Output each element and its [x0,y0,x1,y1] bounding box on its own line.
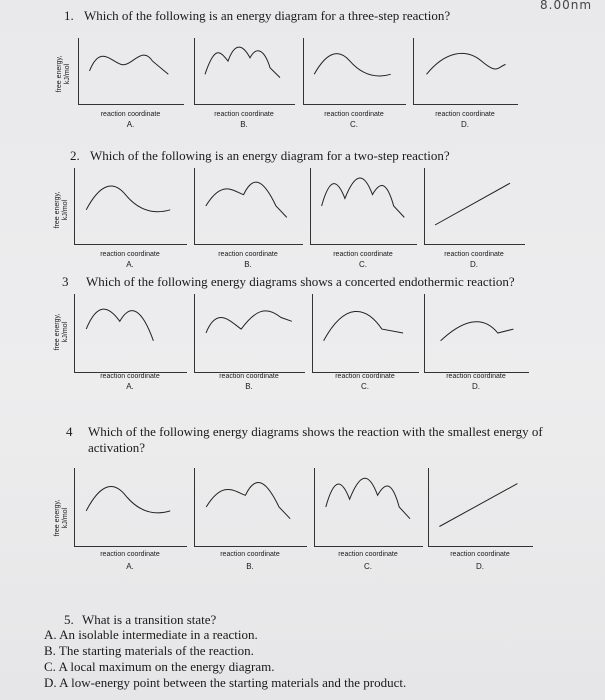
energy-curve-path [206,311,292,333]
x-axis-label: reaction coordinate [450,551,510,558]
question-5-choice-d: D. A low-energy point between the starting materials and the product. [44,675,407,690]
question-5-text: What is a transition state? [82,612,217,627]
x-axis-label: reaction coordinate [100,551,160,558]
x-axis-label: reaction coordinate [338,551,398,558]
x-axis-label: reaction coordinate [335,373,395,380]
y-axis-label: free energy, kJ/mol [56,55,71,93]
energy-diagram-4-b [194,468,307,547]
energy-curve [315,468,423,546]
energy-diagram-4-d [428,468,533,547]
energy-curve [195,468,307,546]
energy-diagram-3-a [74,294,187,373]
question-1-text: Which of the following is an energy diagram for a three-step reaction? [84,8,451,23]
option-letter: B. [240,120,248,129]
energy-curve [75,468,187,546]
energy-diagram-2-d [424,168,525,245]
x-axis-label: reaction coordinate [214,111,274,118]
energy-curve-path [441,322,514,341]
question-5-choice-b: B. The starting materials of the reaction. [44,643,254,658]
y-axis-label: free energy, kJ/mol [54,499,69,537]
energy-curve-path [205,47,280,78]
question-4-text: Which of the following energy diagrams shows the reaction with the smallest energy of activation? [88,424,543,455]
option-letter: B. [244,260,252,269]
question-2-number: 2. [70,148,80,163]
energy-curve [311,168,417,244]
energy-curve [195,294,305,372]
energy-diagram-4-c [314,468,423,547]
energy-diagram-1-c [303,38,406,105]
energy-curve-path [314,54,391,76]
option-letter: D. [470,260,478,269]
x-axis-label: reaction coordinate [100,373,160,380]
energy-curve [425,168,525,244]
question-3-number: 3 [62,274,69,289]
energy-diagram-1-a [78,38,184,105]
energy-curve-path [86,487,170,513]
option-letter: C. [364,562,372,571]
option-letter: B. [245,382,253,391]
energy-curve [414,38,518,104]
energy-curve [79,38,184,104]
option-letter: C. [350,120,358,129]
energy-curve [304,38,406,104]
x-axis-label: reaction coordinate [100,111,161,118]
energy-curve-path [439,484,517,527]
x-axis-label: reaction coordinate [220,551,280,558]
y-axis-label: free energy, kJ/mol [54,191,69,229]
energy-curve-path [435,183,510,225]
question-1-number: 1. [64,8,74,23]
energy-curve-path [90,55,169,74]
energy-curve-path [206,182,287,217]
x-axis-label: reaction coordinate [219,373,279,380]
option-letter: D. [472,382,480,391]
energy-curve-path [326,478,410,518]
x-axis-label: reaction coordinate [435,111,495,118]
handwritten-note: 8.00nm [540,0,593,12]
energy-curve-path [322,178,405,217]
option-letter: D. [476,562,484,571]
option-letter: A. [126,382,134,391]
energy-curve [425,294,529,372]
question-5-choice-c: C. A local maximum on the energy diagram. [44,659,275,674]
x-axis-label: reaction coordinate [444,251,504,258]
question-2-text: Which of the following is an energy diagram for a two-step reaction? [90,148,450,163]
x-axis-label: reaction coordinate [324,111,384,118]
option-letter: A. [126,120,135,129]
energy-curve [75,168,187,244]
x-axis-label: reaction coordinate [446,373,506,380]
energy-curve-path [427,53,506,74]
option-letter: D. [461,120,469,129]
energy-curve [75,294,187,372]
energy-curve [195,168,303,244]
question-5-number: 5. [64,612,74,627]
y-axis-label: free energy, kJ/mol [54,313,69,351]
energy-diagram-3-c [312,294,419,373]
energy-diagram-3-d [424,294,529,373]
option-letter: A. [126,260,134,269]
option-letter: B. [246,562,254,571]
energy-curve-path [86,186,170,212]
x-axis-label: reaction coordinate [333,251,393,258]
energy-diagram-2-a [74,168,187,245]
energy-curve [429,468,533,546]
energy-curve-path [86,309,153,341]
energy-diagram-2-b [194,168,303,245]
energy-diagram-2-c [310,168,417,245]
option-letter: C. [361,382,369,391]
x-axis-label: reaction coordinate [218,251,278,258]
x-axis-label: reaction coordinate [100,251,160,258]
question-3-text: Which of the following energy diagrams shows a concerted endothermic reaction? [86,274,515,289]
energy-curve-path [324,311,404,340]
energy-curve [195,38,295,104]
energy-curve [313,294,419,372]
energy-diagram-3-b [194,294,305,373]
energy-diagram-1-b [194,38,295,105]
energy-diagram-4-a [74,468,187,547]
option-letter: A. [126,562,134,571]
question-5-choice-a: A. An isolable intermediate in a reaction. [44,627,258,642]
energy-curve-path [206,483,290,519]
question-4-number: 4 [66,424,73,439]
energy-diagram-1-d [413,38,518,105]
option-letter: C. [359,260,367,269]
